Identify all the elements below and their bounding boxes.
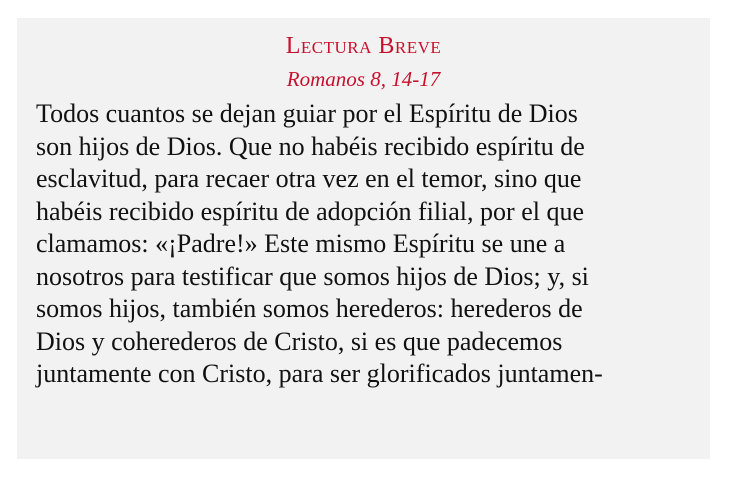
reading-line: esclavitud, para recaer otra vez en el temor, sino que (36, 164, 582, 193)
reading-line: juntamente con Cristo, para ser glorificados juntamen- (36, 359, 603, 388)
scripture-citation: Romanos 8, 14-17 (286, 67, 441, 91)
reading-line: Todos cuantos se dejan guiar por el Espíritu de Dios (36, 99, 578, 128)
reading-line: clamamos: «¡Padre!» Este mismo Espíritu se une a (36, 229, 566, 258)
reading-line: son hijos de Dios. Que no habéis recibido espíritu de (36, 131, 585, 161)
reading-line: habéis recibido espíritu de adopción filial, por el que (36, 196, 584, 226)
reading-line: nosotros para testificar que somos hijos de Dios; y, si (36, 261, 589, 291)
reading-panel (17, 18, 710, 459)
reading-line: somos hijos, también somos herederos: herederos de (36, 294, 583, 323)
reading-text (36, 98, 708, 391)
reading-line: Dios y coherederos de Cristo, si es que padecemos (36, 326, 563, 356)
reading-title: Lectura Breve (285, 33, 442, 59)
